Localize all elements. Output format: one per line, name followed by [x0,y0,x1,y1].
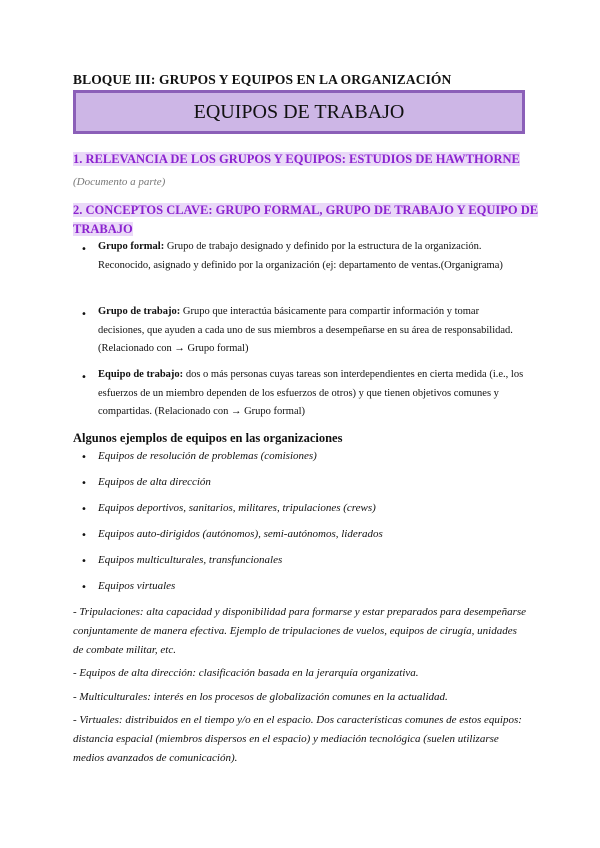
section-2-heading [73,201,538,239]
definition-grupo-trabajo [98,303,528,359]
bullet-icon: • [81,244,87,255]
bullet-icon: • [81,530,87,541]
definition-term: Grupo de trabajo: [98,306,181,317]
example-item: Equipos de resolución de problemas (comisiones) [98,450,317,462]
bullet-icon: • [81,452,87,463]
section-1-note: (Documento a parte) [73,176,166,188]
examples-heading: Algunos ejemplos de equipos en las organizaciones [73,431,343,445]
example-item: Equipos auto-dirigidos (autónomos), semi-autónomos, liderados [98,528,383,540]
definition-term: Grupo formal: [98,241,165,252]
paragraph-tripulaciones: - Tripulaciones: alta capacidad y disponibilidad para formarse y estar preparados para desempeñarse conjuntamente de manera efectiva. Ejemplo de tripulaciones de vuelos, equipos de cirugía, unidades de combate militar, etc. [73,606,527,656]
definition-text: Grupo de trabajo designado y definido por la estructura de la organización. Reconocido, asignado y definido por la organización (ej: departamento de ventas.(Organigrama) [98,241,503,271]
bullet-icon: • [81,504,87,515]
banner-title [73,90,525,134]
example-item: Equipos de alta dirección [98,476,211,488]
paragraph-multiculturales: - Multiculturales: interés en los procesos de globalización comunes en la actualidad. [73,691,448,703]
bullet-icon: • [81,556,87,567]
bullet-icon: • [81,372,87,383]
section-2-title-line1: 2. CONCEPTOS CLAVE: GRUPO FORMAL, GRUPO DE TRABAJO Y EQUIPO DE [73,203,539,217]
bullet-icon: • [81,309,87,320]
definition-text: dos o más personas cuyas tareas son interdependientes en cierta medida (i.e., los esfuerzos de un miembro dependen de los esfuerzos de otros) y que tienen objetivos comunes y compartidas. (Relacionado con → Grupo formal) [98,369,524,417]
definition-grupo-formal [98,238,528,275]
bullet-icon: • [81,478,87,489]
example-item: Equipos multiculturales, transfuncionales [98,554,283,566]
section-1-title: 1. RELEVANCIA DE LOS GRUPOS Y EQUIPOS: ESTUDIOS DE HAWTHORNE [73,152,520,166]
bullet-icon: • [81,582,87,593]
paragraph-virtuales: - Virtuales: distribuidos en el tiempo y/o en el espacio. Dos características comunes de estos equipos: distancia espacial (miembros dispersos en el espacio) y mediación tecnológica (suelen utilizarse medios avanzados de comunicación). [73,714,522,764]
paragraph-alta-direccion: - Equipos de alta dirección: clasificación basada en la jerarquía organizativa. [73,667,419,679]
banner-title-text: EQUIPOS DE TRABAJO [193,100,405,123]
example-item: Equipos virtuales [98,580,176,592]
definition-term: Equipo de trabajo: [98,369,184,380]
example-item: Equipos deportivos, sanitarios, militares, tripulaciones (crews) [98,502,376,514]
definition-text: Grupo que interactúa básicamente para compartir información y tomar decisiones, que ayuden a cada uno de sus miembros a desempeñarse en su área de responsabilidad.(Relacionado con → Grupo formal) [98,306,513,354]
section-2-title-line2: TRABAJO [73,222,133,236]
section-1-heading [73,150,520,169]
definition-equipo-trabajo [98,366,528,422]
block-title: BLOQUE III: GRUPOS Y EQUIPOS EN LA ORGANIZACIÓN [73,72,452,87]
